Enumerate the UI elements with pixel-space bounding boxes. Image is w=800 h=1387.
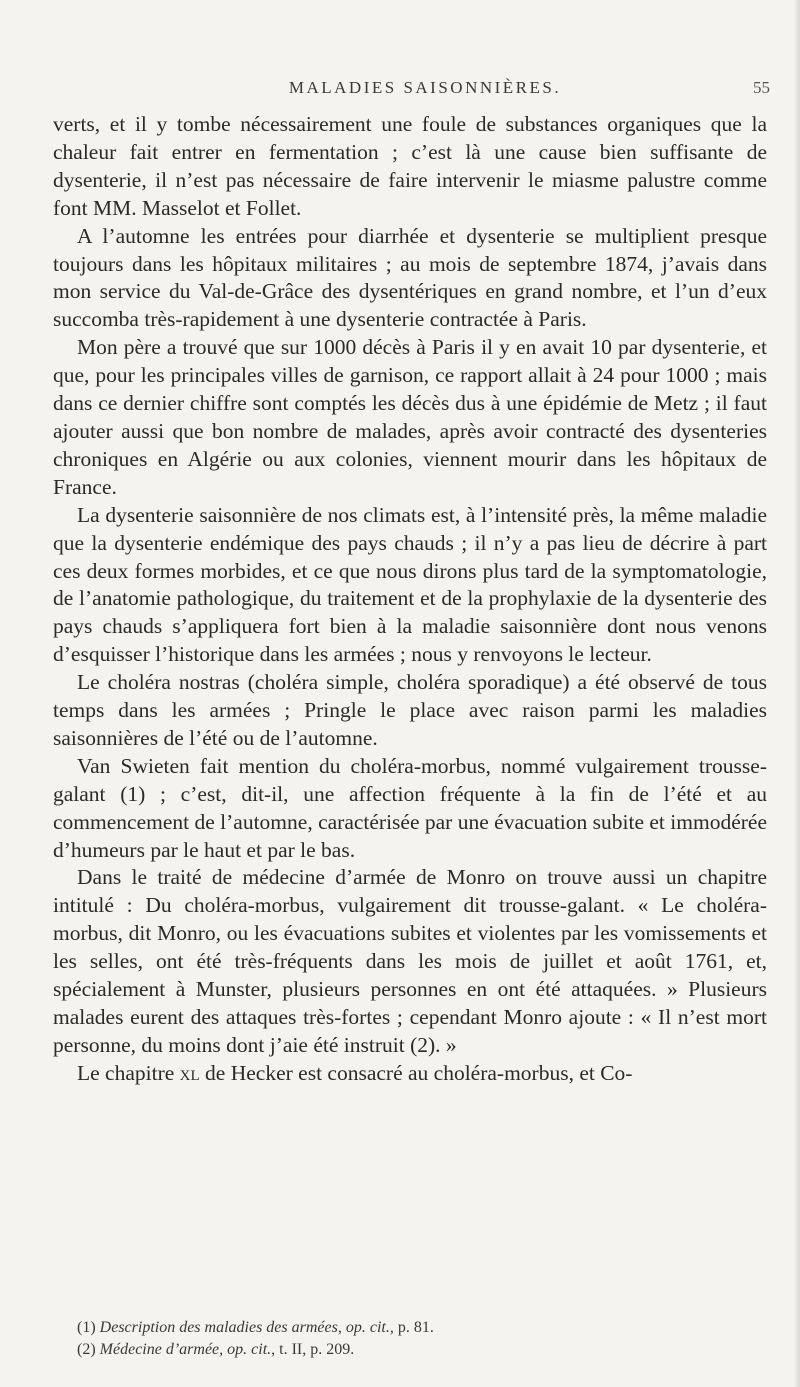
footnote-2-title: Médecine d’armée — [99, 1341, 220, 1358]
footnote-1-op-cit: , op. cit. — [337, 1319, 390, 1336]
footnote-2-op-cit: , op. cit. — [219, 1341, 272, 1358]
paragraph-autumn-dysentery: A l’automne les entrées pour diarrhée et dysenterie se multiplient presque toujours dans les hôpitaux militaires ; au mois de septembre 1874, j’avais dans mon service du Val-de-Grâce des dysentériques en grand nombre, et l’un d’eux succomba très-rapidement à une dysenterie contractée à Paris. — [53, 223, 767, 332]
footnote-2-mark: (2) — [77, 1341, 100, 1358]
chapter-numeral: xl — [179, 1060, 200, 1085]
footnote-1-mark: (1) — [77, 1319, 100, 1336]
paragraph-mortality-statistics: Mon père a trouvé que sur 1000 décès à Paris il y en avait 10 par dysenterie, et que, pour les principales villes de garnison, ce rapport allait à 24 pour 1000 ; mais dans ce dernier chiffre sont comptés les décès dus à une épidémie de Metz ; il faut ajouter aussi que bon nombre de malades, après avoir contracté des dysenteries chroniques en Algérie ou aux colonies, viennent mourir dans les hôpitaux de France. — [53, 335, 767, 499]
page-number: 55 — [753, 78, 770, 97]
main-text — [53, 111, 767, 1088]
footnote-1-page: , p. 81. — [389, 1319, 434, 1336]
footnote-2-page: , t. II, p. 209. — [271, 1341, 355, 1358]
paragraph-hecker-start: Le chapitre — [77, 1060, 180, 1085]
paragraph-cholera-nostras: Le choléra nostras (choléra simple, choléra sporadique) a été observé de tous temps dans les armées ; Pringle le place avec raison parmi les maladies saisonnières de l’été ou de l’automne. — [53, 670, 767, 750]
footnote-1-title: Description des maladies des armées — [99, 1319, 338, 1336]
paragraph-hecker — [53, 1060, 767, 1088]
footnotes — [77, 1317, 767, 1361]
footnote-2 — [77, 1339, 767, 1361]
page-edge-shadow — [794, 0, 800, 1387]
paragraph-monro: Dans le traité de médecine d’armée de Monro on trouve aussi un chapitre intitulé : Du choléra-morbus, vulgairement dit trousse-galant. « Le choléra-morbus, dit Monro, ou les évacuations subites et violentes par les vomissements et les selles, ont été très-fréquents dans les mois de juillet et août 1761, et, spécialement à Munster, plusieurs personnes en ont été attaquées. » Plusieurs malades eurent des attaques très-fortes ; cependant Monro ajoute : « Il n’est mort personne, du moins dont j’aie été instruit (2). » — [53, 865, 767, 1057]
paragraph-continuation: verts, et il y tombe nécessairement une foule de substances organiques que la chaleur fait entrer en fermentation ; c’est là une cause bien suffisante de dysenterie, il n’est pas nécessaire de faire intervenir le miasme palustre comme font MM. Masselot et Follet. — [53, 112, 767, 220]
paragraph-seasonal-dysentery: La dysenterie saisonnière de nos climats est, à l’intensité près, la même maladie que la dysenterie endémique des pays chauds ; il n’y a pas lieu de décrire à part ces deux formes morbides, et ce que nous dirons plus tard de la symptomatologie, de l’anatomie pathologique, du traitement et de la prophylaxie de la dysenterie des pays chauds s’appliquera fort bien à la maladie saisonnière dont nous venons d’esquisser l’historique dans les armées ; nous y renvoyons le lecteur. — [53, 502, 767, 667]
running-title: MALADIES SAISONNIÈRES. — [288, 78, 562, 97]
running-head — [80, 78, 770, 102]
footnote-1 — [77, 1317, 767, 1339]
paragraph-hecker-end: de Hecker est consacré au choléra-morbus, et Co- — [199, 1060, 633, 1085]
paragraph-van-swieten: Van Swieten fait mention du choléra-morbus, nommé vulgairement trousse-galant (1) ; c’est, dit-il, une affection fréquente à la fin de l’été et au commencement de l’automne, caractérisée par une évacuation subite et immodérée d’humeurs par le haut et par le bas. — [53, 753, 767, 862]
